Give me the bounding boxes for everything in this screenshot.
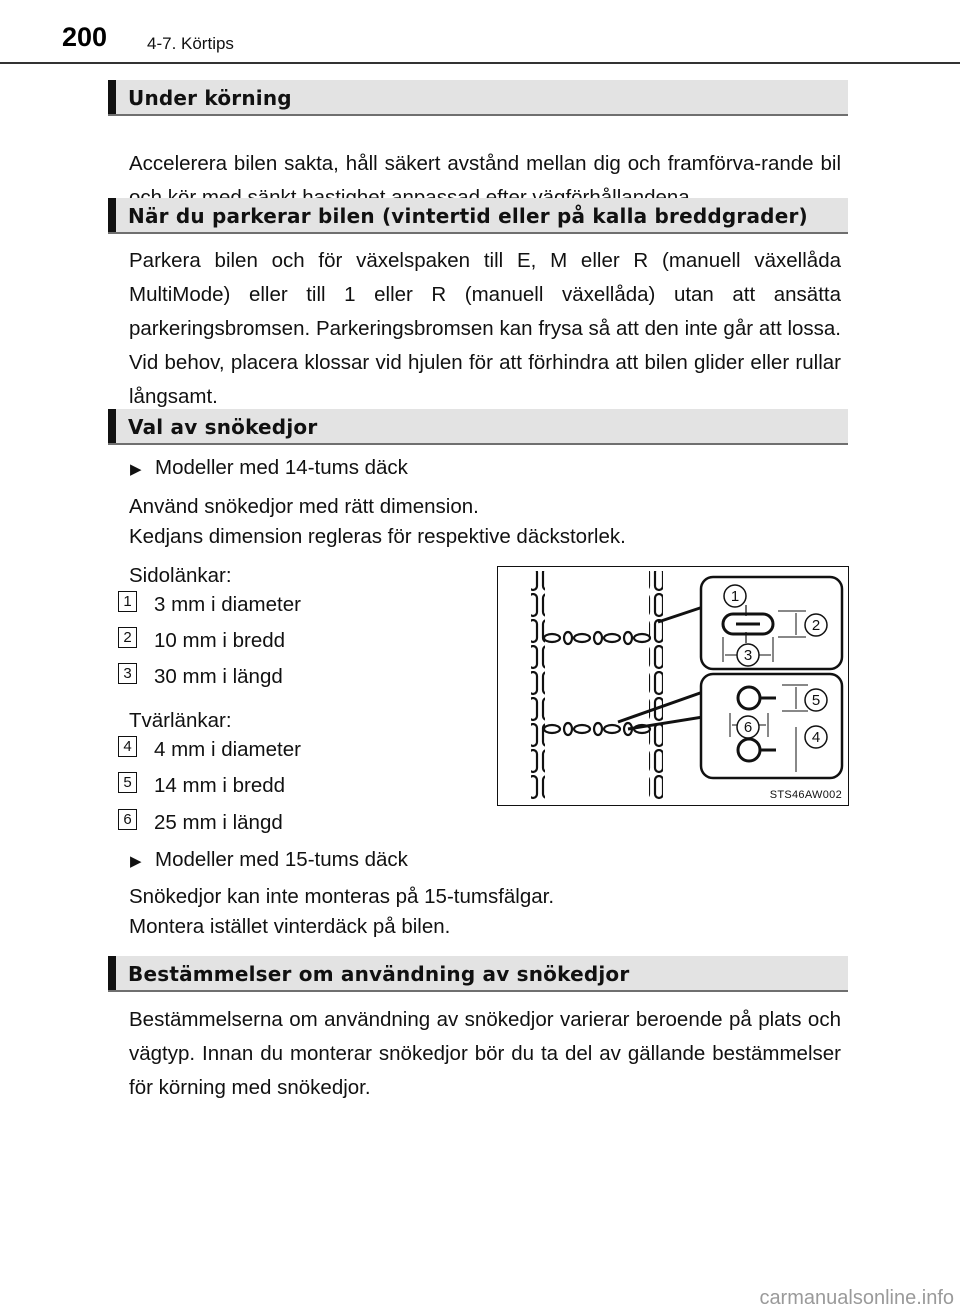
heading-accent (108, 198, 116, 232)
paragraph-regulations: Bestämmelserna om användning av snökedjor varierar beroende på plats och vägtyp. Innan du monterar snökedjor bör du ta del av gällande bestämmelser för körning med snökedjor. (129, 1008, 841, 1099)
section-heading-regulations (108, 956, 848, 992)
note-line: Montera istället vinterdäck på bilen. (129, 915, 451, 938)
callout-label: 1 (730, 588, 740, 605)
callout-label: 2 (811, 617, 821, 634)
spec-number: 5 (118, 772, 137, 793)
section-title: Val av snökedjor (128, 415, 318, 439)
callout-label: 3 (743, 647, 753, 664)
paragraph-parking: Parkera bilen och för växelspaken till E, M eller R (manuell växellåda MultiMode) eller till 1 eller R (manuell växellåda) utan att ansätta parkeringsbromsen. Parkeringsbromsen kan frysa så att den inte går att lossa. Vid behov, placera klossar vid hjulen för att förhindra att bilen glider eller rullar långsamt. (129, 249, 841, 408)
paragraph-driving: Accelerera bilen sakta, håll säkert avstånd mellan dig och framförva-rande bil (129, 152, 841, 175)
section-title: När du parkerar bilen (vintertid eller på kalla breddgrader) (128, 204, 808, 228)
intro-line: Kedjans dimension regleras för respektive däckstorlek. (129, 525, 626, 548)
section-title: Under körning (128, 86, 292, 110)
heading-accent (108, 409, 116, 443)
heading-accent (108, 80, 116, 114)
snow-chain-figure (497, 566, 849, 806)
intro-line: Använd snökedjor med rätt dimension. (129, 495, 479, 518)
subheading-14-inch: Modeller med 14-tums däck (155, 456, 408, 479)
callout-label: 6 (743, 719, 753, 736)
triangle-right-icon: ▶ (130, 461, 142, 478)
side-chain-left (531, 571, 545, 801)
subheading-15-inch: Modeller med 15-tums däck (155, 848, 408, 871)
page-number: 200 (62, 22, 108, 52)
callout-label: 4 (811, 729, 821, 746)
figure-code: STS46AW002 (769, 789, 842, 801)
cross-links-label: Tvärlänkar: (129, 709, 232, 732)
spec-number: 1 (118, 591, 137, 612)
header-divider (0, 62, 960, 64)
spec-text: 3 mm i diameter (154, 593, 301, 616)
spec-number: 4 (118, 736, 137, 757)
side-chain-right (649, 571, 663, 801)
chapter-title: 4-7. Körtips (147, 34, 234, 53)
section-title: Bestämmelser om användning av snökedjor (128, 962, 630, 986)
triangle-right-icon: ▶ (130, 853, 142, 870)
section-heading-parking (108, 198, 848, 234)
snow-chain-illustration (498, 567, 848, 805)
section-heading-driving (108, 80, 848, 116)
watermark-text: carmanualsonline.info (759, 1287, 954, 1309)
section-heading-snow-chains (108, 409, 848, 445)
spec-text: 25 mm i längd (154, 811, 283, 834)
cross-chain-top (544, 632, 650, 644)
heading-accent (108, 956, 116, 990)
spec-text: 10 mm i bredd (154, 629, 286, 652)
spec-number: 3 (118, 663, 137, 684)
spec-text: 14 mm i bredd (154, 774, 286, 797)
spec-text: 4 mm i diameter (154, 738, 301, 761)
callout-label: 5 (811, 692, 821, 709)
spec-text: 30 mm i längd (154, 665, 283, 688)
spec-number: 6 (118, 809, 137, 830)
note-line: Snökedjor kan inte monteras på 15-tumsfälgar. (129, 885, 555, 908)
spec-number: 2 (118, 627, 137, 648)
side-links-label: Sidolänkar: (129, 564, 232, 587)
